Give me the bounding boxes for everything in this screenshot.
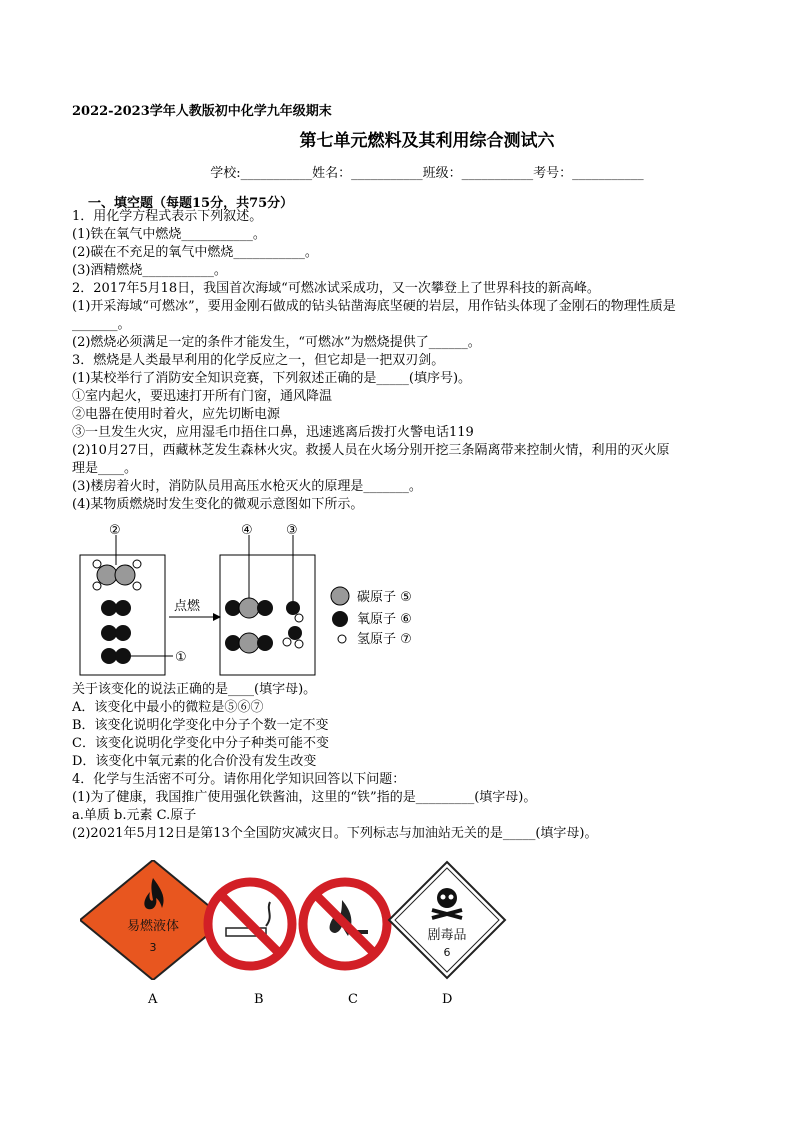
oxygen-atom <box>286 601 300 615</box>
q3-stem: 3．燃烧是人类最早利用的化学反应之一，但它却是一把双刃剑。 <box>72 353 445 368</box>
marker-3: ③ <box>286 523 298 538</box>
sign-label-a: A <box>148 992 158 1007</box>
skull-icon <box>437 888 457 908</box>
sign-label-d: D <box>442 992 453 1007</box>
hydrogen-atom <box>133 560 141 568</box>
q3-1: (1)某校举行了消防安全知识竞赛，下列叙述正确的是_____(填序号)。 <box>72 371 472 386</box>
q1-stem: 1．用化学方程式表示下列叙述。 <box>72 209 263 224</box>
hydrogen-atom <box>133 582 141 590</box>
oxygen-atom <box>101 625 117 641</box>
q3-option-1: ①室内起火，要迅速打开所有门窗，通风降温 <box>72 389 333 404</box>
q2-2: (2)燃烧必须满足一定的条件才能发生，“可燃冰”为燃烧提供了______。 <box>72 335 481 350</box>
oxygen-atom <box>101 648 117 664</box>
marker-1: ① <box>175 650 187 665</box>
q4-1-options: a.单质 b.元素 C.原子 <box>72 808 197 823</box>
hydrogen-atom <box>93 582 101 590</box>
oxygen-atom <box>257 635 273 651</box>
q3-3: (3)楼房着火时，消防队员用高压水枪灭火的原理是_______。 <box>72 479 422 494</box>
legend-oxygen-swatch <box>332 611 348 627</box>
q2-1: (1)开采海域“可燃冰”，要用金刚石做成的钻头钻凿海底坚硬的岩层，用作钻头体现了金刚石的物理性质是 <box>72 299 676 314</box>
oxygen-atom <box>101 600 117 616</box>
sign-b-no-smoking <box>208 882 292 966</box>
q3-option-b: B．该变化说明化学变化中分子个数一定不变 <box>72 718 329 733</box>
flammable-text: 易燃液体 <box>126 919 180 934</box>
marker-4: ④ <box>241 523 253 538</box>
legend-oxygen: 氧原子 ⑥ <box>357 612 412 627</box>
hydrogen-atom <box>295 614 303 622</box>
q4-stem: 4．化学与生活密不可分。请你用化学知识回答以下问题： <box>72 772 406 787</box>
carbon-atom <box>97 565 117 585</box>
q2-1-blank: _______。 <box>72 317 131 332</box>
q4-1: (1)为了健康，我国推广使用强化铁酱油，这里的“铁”指的是_________(填字母)。 <box>72 790 537 805</box>
student-info-line: 学校:___________姓名：___________班级：___________考号：___________ <box>210 166 644 181</box>
q3-option-2: ②电器在使用时着火，应先切断电源 <box>72 407 281 422</box>
hydrogen-atom <box>93 560 101 568</box>
carbon-atom <box>239 598 259 618</box>
q3-option-a: A．该变化中最小的微粒是⑤⑥⑦ <box>72 700 264 715</box>
carbon-atom <box>115 565 135 585</box>
flammable-number: 3 <box>149 941 157 954</box>
q1-2: (2)碳在不充足的氧气中燃烧___________。 <box>72 245 318 260</box>
reaction-diagram <box>75 520 455 680</box>
pretitle: 2022-2023学年人教版初中化学九年级期末 <box>72 104 332 119</box>
marker-2: ② <box>109 523 121 538</box>
hydrogen-atom <box>295 640 303 648</box>
toxic-number: 6 <box>443 946 451 959</box>
page-title: 第七单元燃料及其利用综合测试六 <box>299 131 555 151</box>
q3-2: (2)10月27日，西藏林芝发生森林火灾。救援人员在火场分别开挖三条隔离带来控制火情，利用的灭火原 <box>72 443 670 458</box>
q3-option-c: C．该变化说明化学变化中分子种类可能不变 <box>72 736 329 751</box>
sign-label-c: C <box>348 992 358 1007</box>
oxygen-atom <box>288 626 302 640</box>
section-heading: 一、填空题（每题15分，共75分） <box>88 196 294 211</box>
legend-carbon: 碳原子 ⑤ <box>357 590 412 605</box>
legend-carbon-swatch <box>331 587 349 605</box>
sign-label-b: B <box>254 992 264 1007</box>
q2-stem: 2．2017年5月18日，我国首次海域“可燃冰试采成功，又一次攀登上了世界科技的新高峰。 <box>72 281 600 296</box>
legend-hydrogen: 氢原子 ⑦ <box>357 632 412 647</box>
arrow-label: 点燃 <box>174 599 201 614</box>
carbon-atom <box>239 633 259 653</box>
oxygen-atom <box>115 625 131 641</box>
q3-option-3: ③一旦发生火灾，应用湿毛巾捂住口鼻，迅速逃离后拨打火警电话119 <box>72 425 474 440</box>
q3-5-stem: 关于该变化的说法正确的是____(填字母)。 <box>72 682 317 697</box>
q1-3: (3)酒精燃烧___________。 <box>72 263 227 278</box>
toxic-text: 剧毒品 <box>427 928 467 943</box>
q3-4: (4)某物质燃烧时发生变化的微观示意图如下所示。 <box>72 497 364 512</box>
hydrogen-atom <box>283 638 291 646</box>
sign-c-no-open-flame <box>303 882 387 966</box>
oxygen-atom <box>115 600 131 616</box>
legend-hydrogen-swatch <box>338 635 346 643</box>
q4-2: (2)2021年5月12日是第13个全国防灾减灾日。下列标志与加油站无关的是_____(填字母)。 <box>72 826 598 841</box>
q3-2-cont: 理是____。 <box>72 461 138 476</box>
oxygen-atom <box>257 600 273 616</box>
q1-1: (1)铁在氧气中燃烧___________。 <box>72 227 266 242</box>
oxygen-atom <box>115 648 131 664</box>
q3-option-d: D．该变化中氧元素的化合价没有发生改变 <box>72 754 317 769</box>
sign-d-toxic <box>389 862 505 978</box>
safety-signs <box>80 860 510 980</box>
